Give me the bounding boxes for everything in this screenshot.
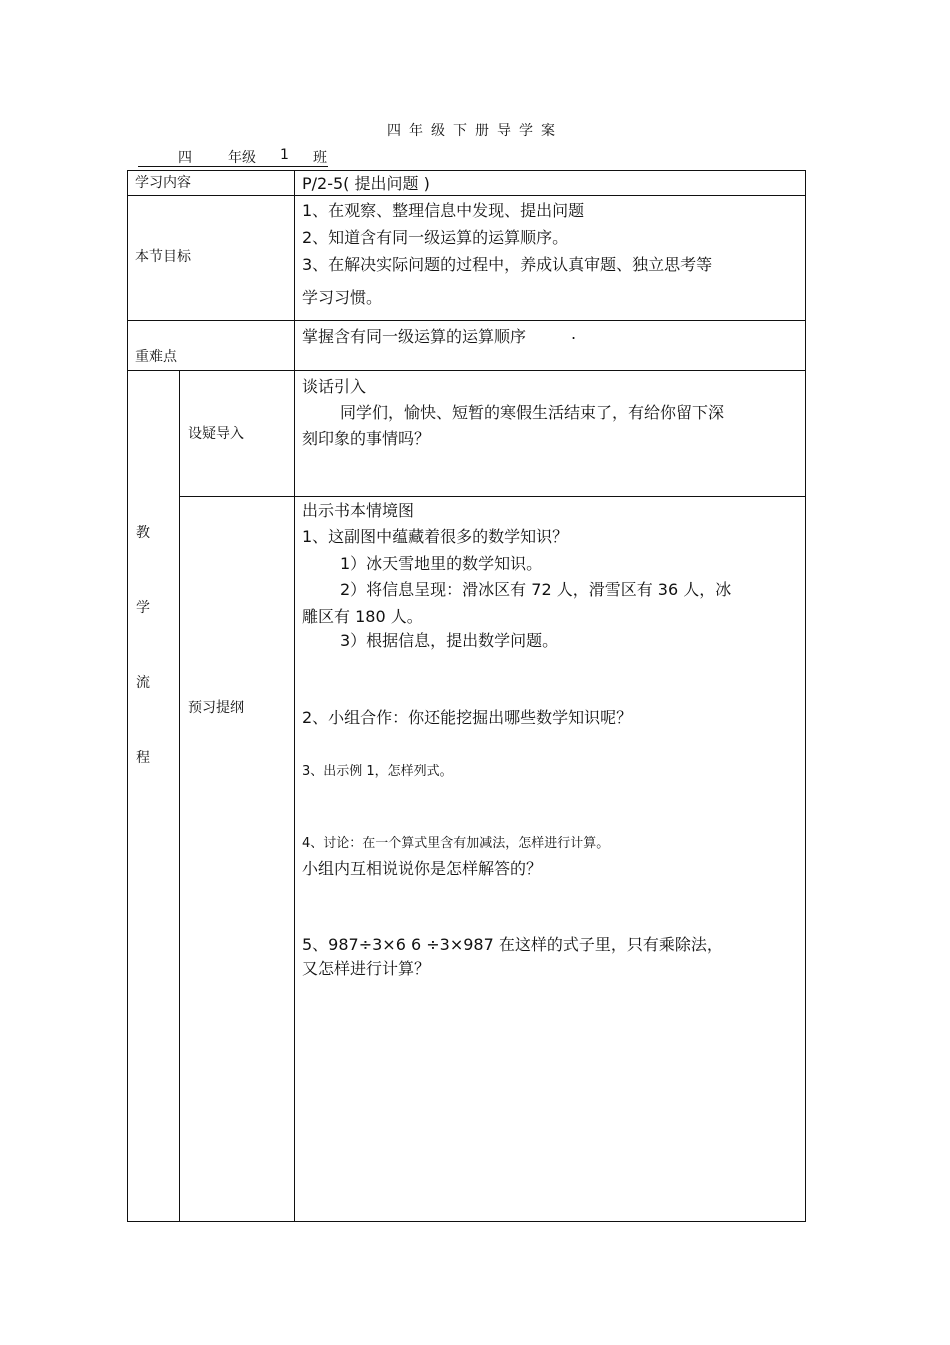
flow-label-char: 流 [136,675,150,691]
column-divider [294,170,295,1221]
key-label: 重难点 [135,349,177,365]
outline-line: 3、出示例 1，怎样列式。 [302,764,453,779]
row-divider [127,320,806,321]
class-suffix: 班 [313,150,327,166]
outline-line: 4、讨论：在一个算式里含有加减法，怎样进行计算。 [302,836,610,851]
goal-label: 本节目标 [135,249,191,265]
intro-label: 设疑导入 [188,426,244,442]
row-divider [127,195,806,196]
grade: 四 [178,150,192,166]
outline-line: 雕区有 180 人。 [302,607,423,626]
class-number: 1 [280,147,289,163]
content-label: 学习内容 [135,175,191,191]
flow-label-char: 学 [136,600,150,616]
outline-line: 出示书本情境图 [302,501,415,520]
outline-line: 1）冰天雪地里的数学知识。 [340,554,543,573]
intro-line: 同学们，愉快、短暂的寒假生活结束了，有给你留下深 [340,403,725,422]
table-border-top [127,170,806,171]
goal-item: 2、知道含有同一级运算的运算顺序。 [302,228,569,247]
grade-suffix: 年级 [228,150,256,166]
flow-label-char: 教 [136,525,150,541]
column-divider [179,370,180,1221]
goal-item: 1、在观察、整理信息中发现、提出问题 [302,201,585,220]
key-dot: . [571,324,577,343]
table-border-bottom [127,1221,806,1222]
goal-item: 3、在解决实际问题的过程中，养成认真审题、独立思考等 [302,255,713,274]
outline-line: 2）将信息呈现：滑冰区有 72 人，滑雪区有 36 人，冰 [340,580,732,599]
flow-label-char: 程 [136,750,150,766]
outline-line: 3）根据信息，提出数学问题。 [340,631,559,650]
intro-line: 刻印象的事情吗？ [302,429,431,448]
table-border-right [805,170,806,1221]
outline-label: 预习提纲 [188,700,244,716]
intro-line: 谈话引入 [302,377,367,396]
row-divider [179,496,806,497]
content-value: P/2-5( 提出问题 ) [302,174,430,193]
outline-line: 又怎样进行计算？ [302,959,431,978]
outline-line: 2、小组合作：你还能挖掘出哪些数学知识呢？ [302,708,633,727]
class-info [138,147,328,167]
goal-item: 学习习惯。 [302,288,383,307]
outline-line: 1、这副图中蕴藏着很多的数学知识？ [302,527,569,546]
outline-line: 5、987÷3×6 6 ÷3×987 在这样的式子里，只有乘除法， [302,935,723,954]
document-title: 四年级下册导学案 [387,123,563,139]
outline-line: 小组内互相说说你是怎样解答的？ [302,859,543,878]
table-border-left [127,170,128,1221]
key-value: 掌握含有同一级运算的运算顺序 [302,327,527,346]
row-divider [127,370,806,371]
